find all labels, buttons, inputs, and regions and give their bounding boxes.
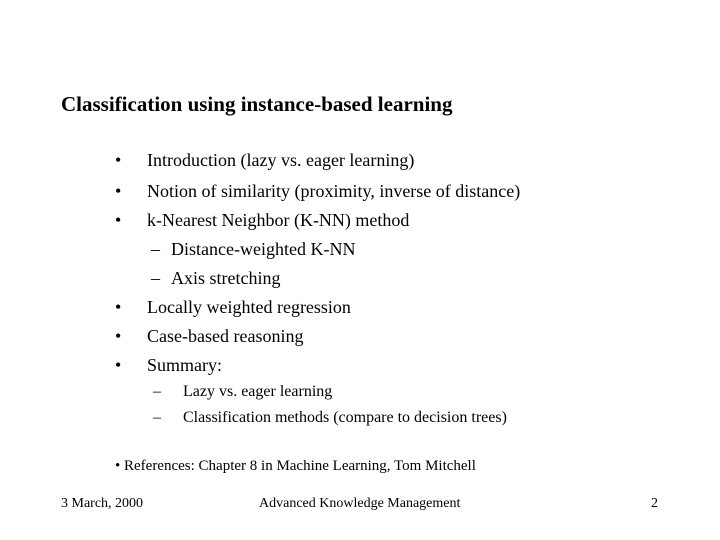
slide-title: Classification using instance-based learning xyxy=(61,92,453,116)
dash-marker: – xyxy=(151,268,160,288)
list-item-text: Notion of similarity (proximity, inverse of distance) xyxy=(147,181,521,201)
list-item xyxy=(115,325,121,347)
sub-list-item xyxy=(151,267,160,289)
list-item-text: Introduction (lazy vs. eager learning) xyxy=(147,150,415,170)
list-item xyxy=(115,354,121,376)
sub-list-item-text: Distance-weighted K-NN xyxy=(171,239,356,259)
sub-list-item xyxy=(153,382,161,402)
sub-list-item-text: Classification methods (compare to decision trees) xyxy=(183,409,507,426)
page-number: 2 xyxy=(651,496,658,511)
list-item-text: Summary: xyxy=(147,355,222,375)
list-item xyxy=(115,296,121,318)
bullet-marker: • xyxy=(115,181,122,201)
dash-marker: – xyxy=(153,383,161,400)
bullet-marker: • xyxy=(115,326,122,346)
dash-marker: – xyxy=(153,409,161,426)
bullet-marker: • xyxy=(115,355,122,375)
references-text: • References: Chapter 8 in Machine Learning, Tom Mitchell xyxy=(115,458,476,474)
sub-list-item xyxy=(153,408,161,428)
dash-marker: – xyxy=(151,239,160,259)
sub-list-item xyxy=(151,238,160,260)
list-item-text: k-Nearest Neighbor (K-NN) method xyxy=(147,210,410,230)
footer-title: Advanced Knowledge Management xyxy=(259,496,461,511)
bullet-marker: • xyxy=(115,210,122,230)
list-item xyxy=(115,180,121,202)
sub-list-item-text: Lazy vs. eager learning xyxy=(183,383,333,400)
sub-list-item-text: Axis stretching xyxy=(171,268,281,288)
footer-date: 3 March, 2000 xyxy=(61,496,144,511)
list-item xyxy=(115,209,121,231)
list-item xyxy=(115,149,121,171)
bullet-marker: • xyxy=(115,150,122,170)
bullet-marker: • xyxy=(115,297,122,317)
list-item-text: Case-based reasoning xyxy=(147,326,304,346)
list-item-text: Locally weighted regression xyxy=(147,297,351,317)
